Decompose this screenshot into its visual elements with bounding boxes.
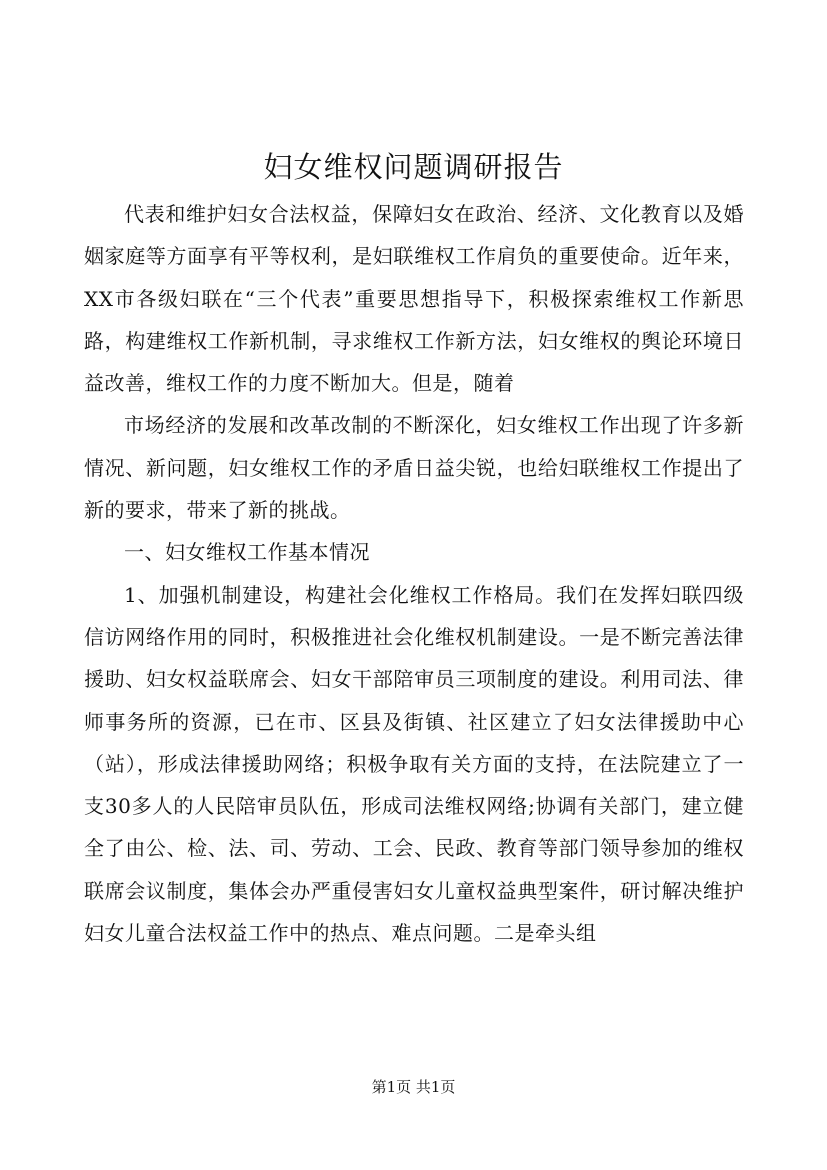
- paragraph-mechanism: 1、加强机制建设，构建社会化维权工作格局。我们在发挥妇联四级信访网络作用的同时，积极推进社会化维权机制建设。一是不断完善法律援助、妇女权益联席会、妇女干部陪审员三项制度的建设。利用司法、律师事务所的资源，已在市、区县及街镇、社区建立了妇女法律援助中心（站），形成法律援助网络；积极争取有关方面的支持，在法院建立了一支30多人的人民陪审员队伍，形成司法维权网络;协调有关部门，建立健全了由公、检、法、司、劳动、工会、民政、教育等部门领导参加的维权联席会议制度，集体会办严重侵害妇女儿童权益典型案件，研讨解决维护妇女儿童合法权益工作中的热点、难点问题。二是牵头组: [84, 582, 744, 946]
- document-body: [84, 193, 744, 954]
- document-title: 妇女维权问题调研报告: [263, 150, 564, 184]
- paragraph-challenges: 市场经济的发展和改革改制的不断深化，妇女维权工作出现了许多新情况、新问题，妇女维权工作的矛盾日益尖锐，也给妇联维权工作提出了新的要求，带来了新的挑战。: [84, 413, 744, 523]
- section-heading: 一、妇女维权工作基本情况: [124, 540, 370, 565]
- page-number-footer: 第1页 共1页: [371, 1078, 456, 1096]
- paragraph-intro: 代表和维护妇女合法权益，保障妇女在政治、经济、文化教育以及婚姻家庭等方面享有平等权利，是妇联维权工作肩负的重要使命。近年来，XX市各级妇联在“三个代表”重要思想指导下，积极探索维权工作新思路，构建维权工作新机制，寻求维权工作新方法，妇女维权的舆论环境日益改善，维权工作的力度不断加大。但是，随着: [84, 202, 744, 396]
